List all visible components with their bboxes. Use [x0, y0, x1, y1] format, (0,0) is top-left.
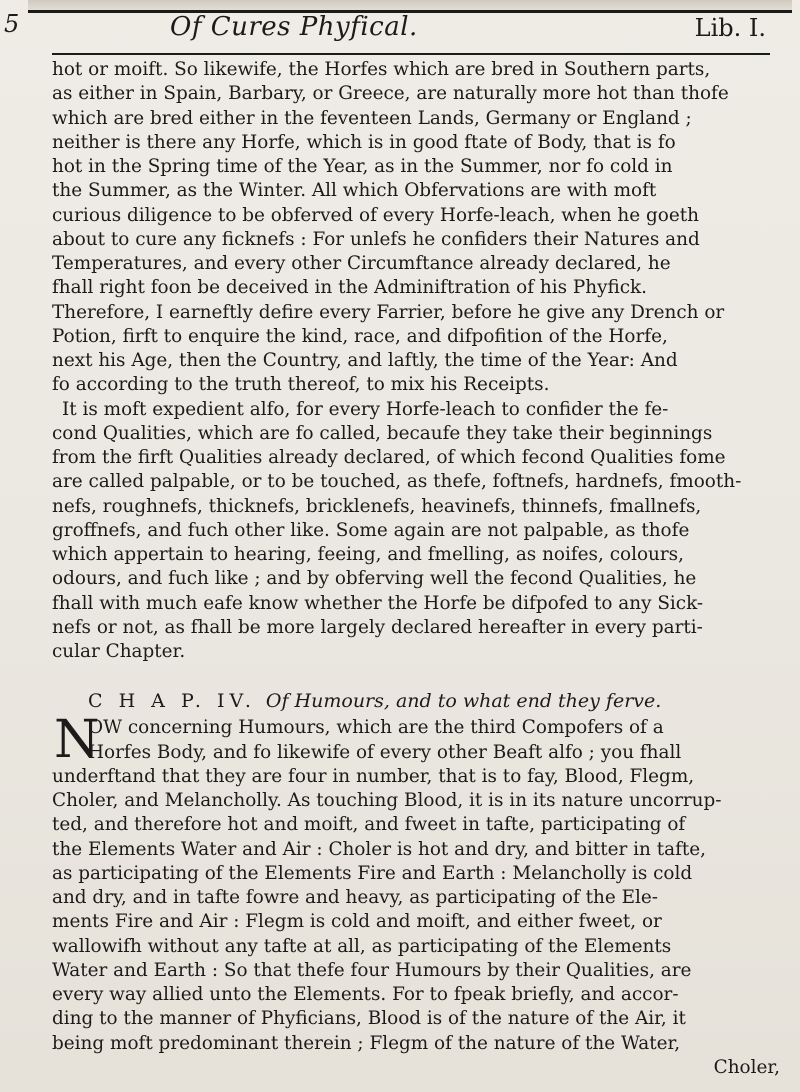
paragraph-3 [52, 710, 784, 1080]
text-line: curious diligence to be obferved of every Horfe-leach, when he goeth [52, 204, 699, 226]
text-line: It is moft expedient alfo, for every Horfe-leach to confider the fe- [62, 398, 669, 420]
text-line: Temperatures, and every other Circumftance already declared, he [52, 253, 671, 274]
text-line: OW concerning Humours, which are the third Compofers of a [88, 717, 664, 739]
chapter-heading [52, 686, 784, 716]
text-line: which are bred either in the feventeen Lands, Germany or England ; [52, 107, 692, 129]
text-line: nefs or not, as fhall be more largely declared hereafter in every parti- [52, 616, 703, 638]
book-reference: Lib. I. [694, 14, 766, 42]
chapter-title: Of Humours, and to what end they ferve. [265, 690, 662, 713]
chapter-label: C H A P. IV. [88, 690, 256, 713]
text-line: ding to the manner of Phyficians, Blood is of the nature of the Air, it [52, 1008, 686, 1030]
text-line: Water and Earth : So that thefe four Humours by their Qualities, are [52, 959, 692, 981]
text-line: from the firft Qualities already declared, of which fecond Qualities fome [52, 447, 726, 468]
text-line: which appertain to hearing, feeing, and fmelling, as noifes, colours, [52, 544, 684, 565]
text-line: the Summer, as the Winter. All which Obfervations are with moft [52, 180, 657, 202]
text-line: cond Qualities, which are fo called, becaufe they take their beginnings [52, 422, 713, 444]
text-line: nefs, roughnefs, thicknefs, bricklenefs, heavinefs, thinnefs, fmallnefs, [52, 495, 702, 517]
paragraph-1 [52, 58, 784, 398]
text-line: fhall with much eafe know whether the Horfe be difpofed to any Sick- [52, 592, 704, 614]
body-text [52, 58, 784, 1080]
text-line: the Elements Water and Air : Choler is hot and dry, and bitter in tafte, [52, 838, 707, 860]
text-line: Horfes Body, and fo likewife of every other Beaft alfo ; you fhall [88, 741, 682, 763]
text-line: ted, and therefore hot and moift, and fweet in tafte, participating of [52, 814, 686, 836]
text-line: Therefore, I earneftly defire every Farrier, before he give any Drench or [52, 301, 725, 323]
text-line: hot or moift. So likewife, the Horfes which are bred in Southern parts, [52, 59, 711, 80]
text-line: neither is there any Horfe, which is in good ftate of Body, that is fo [52, 131, 676, 153]
text-line: every way allied unto the Elements. For to fpeak briefly, and accor- [52, 984, 679, 1005]
catchword: Choler, [713, 1056, 780, 1078]
text-line: ments Fire and Air : Flegm is cold and moift, and either fweet, or [52, 911, 662, 933]
text-line: as either in Spain, Barbary, or Greece, are naturally more hot than thofe [52, 83, 729, 105]
text-line: hot in the Spring time of the Year, as in the Summer, nor fo cold in [52, 156, 673, 177]
text-line: fhall right foon be deceived in the Adminiftration of his Phyfick. [52, 277, 648, 299]
running-head: Of Cures Phyfical. [170, 12, 418, 42]
text-line: wallowifh without any tafte at all, as participating of the Elements [52, 935, 672, 957]
header-rule [52, 53, 770, 55]
text-line: fo according to the truth thereof, to mix his Receipts. [52, 374, 550, 396]
text-line: next his Age, then the Country, and laftly, the time of the Year: And [52, 350, 678, 371]
text-line: odours, and fuch like ; and by obferving well the fecond Qualities, he [52, 568, 697, 590]
paragraph-2 [52, 398, 784, 665]
page-number: 5 [4, 10, 20, 38]
text-line: as participating of the Elements Fire and Earth : Melancholly is cold [52, 862, 693, 884]
text-line: groffnefs, and fuch other like. Some again are not palpable, as thofe [52, 519, 690, 541]
drop-cap: N [54, 710, 100, 771]
text-line: Choler, and Melancholly. As touching Blood, it is in its nature uncorrup- [52, 790, 722, 811]
text-line: about to cure any ficknefs : For unlefs he confiders their Natures and [52, 228, 700, 250]
text-line: underftand that they are four in number, that is to fay, Blood, Flegm, [52, 765, 695, 787]
text-line: Potion, firft to enquire the kind, race, and difpofition of the Horfe, [52, 325, 668, 347]
text-line: are called palpable, or to be touched, as thefe, foftnefs, hardnefs, fmooth- [52, 471, 742, 493]
text-line: being moft predominant therein ; Flegm of the nature of the Water, [52, 1032, 681, 1054]
text-line: and dry, and in tafte fowre and heavy, as participating of the Ele- [52, 887, 658, 908]
text-line: cular Chapter. [52, 641, 186, 662]
